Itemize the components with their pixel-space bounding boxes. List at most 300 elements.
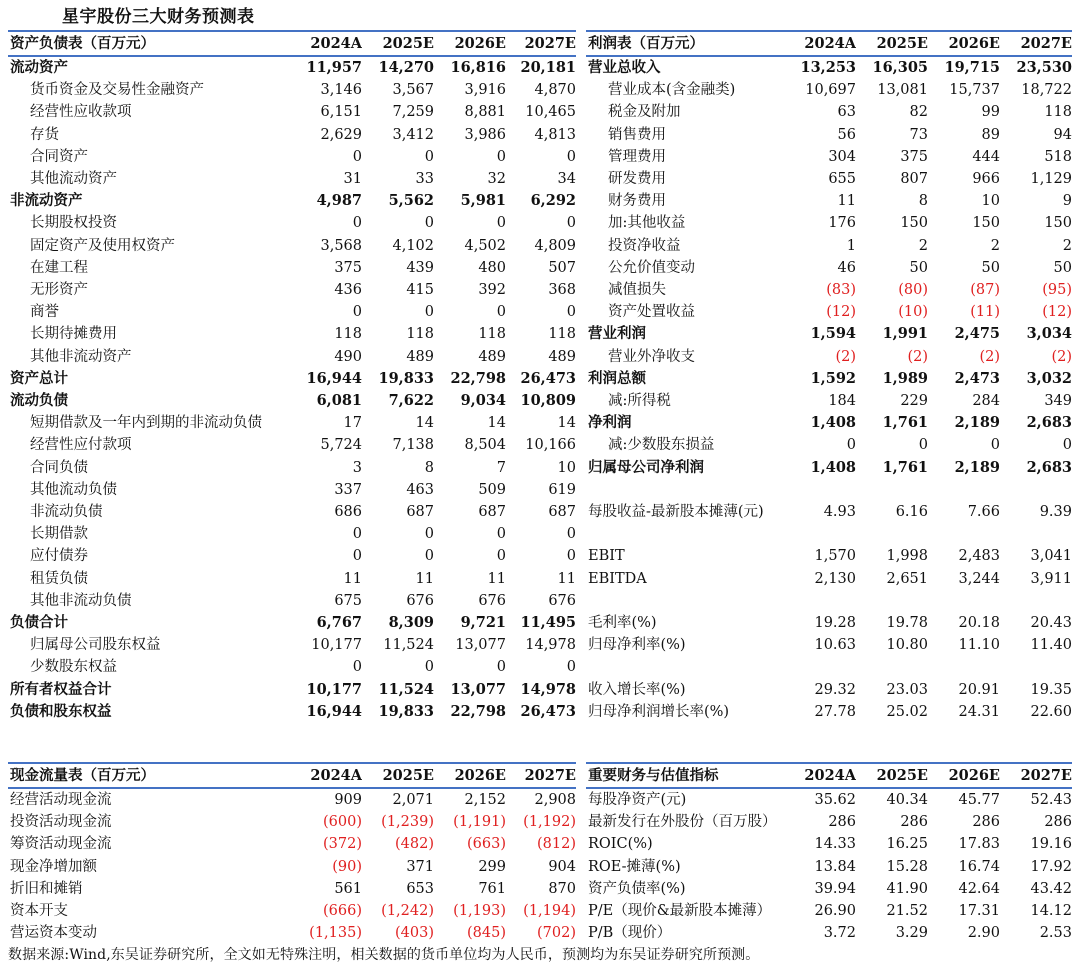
- cell-value: 42.64: [958, 880, 1000, 897]
- row-label: 其他非流动负债: [30, 592, 132, 609]
- cell-value: 0: [424, 548, 434, 565]
- table-row: [586, 856, 1072, 878]
- cell-value: 4,809: [534, 237, 576, 254]
- table-row: [586, 900, 1072, 922]
- year-header: 2026E: [928, 763, 1000, 788]
- cell-value: 94: [1053, 126, 1072, 143]
- cell-value: 3,568: [320, 237, 362, 254]
- cell-value: (1,135): [309, 925, 362, 942]
- cell-value: 29.32: [814, 681, 856, 698]
- row-label: ROE-摊薄(%): [588, 858, 681, 875]
- cell-value: (10): [898, 304, 928, 321]
- cell-value: (663): [467, 836, 506, 853]
- cell-value: 21.52: [886, 903, 928, 920]
- table-header-row: [586, 31, 1072, 56]
- row-label: 公允价值变动: [608, 259, 695, 276]
- row-label: [586, 479, 784, 501]
- cell-value: 23.03: [886, 681, 928, 698]
- table-row: [586, 368, 1072, 390]
- cell-value: [1000, 523, 1072, 545]
- year-header: 2027E: [506, 31, 576, 56]
- table-header-row: [586, 763, 1072, 788]
- year-header: 2027E: [1000, 763, 1072, 788]
- row-label: P/E（现价&最新股本摊薄）: [588, 903, 772, 920]
- cell-value: 676: [406, 592, 434, 609]
- row-label: 营运资本变动: [10, 925, 97, 942]
- row-label: 合同负债: [30, 459, 88, 476]
- row-label: 所有者权益合计: [10, 680, 112, 698]
- cell-value: 16,816: [450, 59, 506, 76]
- cell-value: (845): [467, 925, 506, 942]
- cell-value: 2,683: [1026, 458, 1072, 476]
- cell-value: 2,651: [886, 570, 928, 587]
- year-header: 2026E: [434, 31, 506, 56]
- cell-value: 45.77: [958, 792, 1000, 808]
- table-row: [586, 346, 1072, 368]
- cell-value: 13,253: [800, 59, 856, 76]
- table-row: [8, 788, 576, 811]
- cell-value: 2,908: [534, 792, 576, 808]
- cell-value: 16,944: [306, 369, 362, 387]
- table-row: [8, 656, 576, 678]
- cell-value: 1,592: [810, 369, 856, 387]
- cell-value: 2: [1062, 237, 1072, 254]
- cell-value: 909: [334, 792, 362, 808]
- table-header-label: 利润表（百万元）: [586, 31, 784, 56]
- cell-value: 7: [496, 459, 506, 476]
- table-row: [586, 257, 1072, 279]
- table-row: [8, 346, 576, 368]
- cell-value: 489: [548, 348, 576, 365]
- row-label: 短期借款及一年内到期的非流动负债: [30, 415, 262, 432]
- cell-value: 43.42: [1030, 880, 1072, 897]
- cell-value: [856, 479, 928, 501]
- table-row: [586, 168, 1072, 190]
- table-header-label: 现金流量表（百万元）: [8, 763, 290, 788]
- row-label: EBITDA: [588, 570, 647, 587]
- cell-value: 15,737: [949, 82, 1000, 99]
- cell-value: 286: [900, 814, 928, 831]
- cell-value: 3,041: [1030, 548, 1072, 565]
- cell-value: 3,412: [392, 126, 434, 143]
- cell-value: 3,567: [392, 82, 434, 99]
- cell-value: 11: [557, 570, 576, 587]
- balance-sheet-table: [8, 30, 576, 723]
- cell-value: 17.92: [1030, 858, 1072, 875]
- cell-value: 2,130: [814, 570, 856, 587]
- cell-value: 480: [478, 259, 506, 276]
- cell-value: 2,189: [954, 458, 1000, 476]
- table-header-label: 重要财务与估值指标: [586, 763, 784, 788]
- cell-value: 0: [352, 304, 362, 321]
- table-row: [8, 634, 576, 656]
- table-row: [586, 878, 1072, 900]
- table-row: [8, 856, 576, 878]
- row-label: 负债合计: [10, 614, 68, 632]
- cell-value: 27.78: [814, 703, 856, 720]
- row-label: 减:所得税: [608, 393, 671, 410]
- table-row: [8, 545, 576, 567]
- row-label: 负债和股东权益: [10, 702, 112, 720]
- row-label: 净利润: [588, 414, 632, 432]
- cell-value: 0: [424, 526, 434, 543]
- cell-value: 229: [900, 393, 928, 410]
- cell-value: 33: [415, 171, 434, 188]
- cell-value: 489: [478, 348, 506, 365]
- cell-value: (2): [979, 348, 1000, 365]
- row-label: 归属母公司股东权益: [30, 637, 161, 654]
- table-row: [8, 390, 576, 412]
- table-row: [8, 922, 576, 944]
- cell-value: 0: [918, 437, 928, 454]
- cell-value: 176: [828, 215, 856, 232]
- cell-value: 14: [415, 415, 434, 432]
- row-label: 非流动资产: [10, 192, 83, 210]
- row-label: 非流动负债: [30, 504, 103, 521]
- cell-value: 9,034: [460, 392, 506, 410]
- row-label: 投资净收益: [608, 237, 681, 254]
- table-row: [8, 168, 576, 190]
- table-row: [586, 679, 1072, 701]
- row-label: 流动负债: [10, 392, 68, 410]
- cell-value: 26,473: [520, 369, 576, 387]
- cell-value: 5,562: [388, 192, 434, 210]
- cell-value: 73: [909, 126, 928, 143]
- cell-value: 150: [972, 215, 1000, 232]
- valuation-table: [586, 762, 1072, 944]
- cell-value: 20.18: [958, 615, 1000, 632]
- cell-value: 22,798: [450, 702, 506, 720]
- cell-value: 2,475: [954, 325, 1000, 343]
- cell-value: 0: [352, 659, 362, 676]
- cell-value: 655: [828, 171, 856, 188]
- cell-value: 0: [566, 659, 576, 676]
- cell-value: 676: [478, 592, 506, 609]
- cell-value: 966: [972, 171, 1000, 188]
- cell-value: 1,989: [882, 369, 928, 387]
- row-label: 流动资产: [10, 59, 68, 76]
- cell-value: 13,077: [450, 680, 506, 698]
- cell-value: 9.39: [1039, 504, 1072, 521]
- cell-value: 10,465: [525, 104, 576, 121]
- cell-value: 9: [1062, 193, 1072, 210]
- cell-value: (666): [323, 903, 362, 920]
- table-row: [586, 212, 1072, 234]
- cell-value: 509: [478, 481, 506, 498]
- cell-value: (1,192): [523, 814, 576, 831]
- cell-value: 2.90: [967, 925, 1000, 942]
- cell-value: (372): [323, 836, 362, 853]
- cell-value: 56: [837, 126, 856, 143]
- row-label: 经营活动现金流: [10, 792, 112, 808]
- row-label: 减值损失: [608, 282, 666, 299]
- cell-value: 11.10: [958, 637, 1000, 654]
- cell-value: 11,495: [520, 614, 576, 632]
- cell-value: 0: [496, 548, 506, 565]
- cell-value: 118: [334, 326, 362, 343]
- row-label: 减:少数股东损益: [608, 437, 715, 454]
- cell-value: 11,957: [306, 59, 362, 76]
- cell-value: [928, 479, 1000, 501]
- cell-value: 1,594: [810, 325, 856, 343]
- cell-value: 0: [566, 215, 576, 232]
- row-label: 归母净利润增长率(%): [588, 703, 730, 720]
- cell-value: 0: [424, 148, 434, 165]
- cell-value: 1,991: [882, 325, 928, 343]
- cell-value: 50: [1053, 259, 1072, 276]
- cell-value: 15.28: [886, 858, 928, 875]
- cell-value: [784, 590, 856, 612]
- row-label: 少数股东权益: [30, 659, 117, 676]
- row-label: 其他非流动资产: [30, 348, 132, 365]
- cell-value: 284: [972, 393, 1000, 410]
- cell-value: 35.62: [814, 792, 856, 808]
- cell-value: 14,978: [525, 637, 576, 654]
- cell-value: 41.90: [886, 880, 928, 897]
- cell-value: 337: [334, 481, 362, 498]
- cell-value: 34: [557, 171, 576, 188]
- row-label: 其他流动负债: [30, 481, 117, 498]
- cell-value: 4,987: [316, 192, 362, 210]
- cell-value: 150: [900, 215, 928, 232]
- row-label: P/B（现价）: [588, 925, 672, 942]
- table-row: [8, 146, 576, 168]
- cell-value: 3,034: [1026, 325, 1072, 343]
- cell-value: 1,129: [1030, 171, 1072, 188]
- cell-value: 19.35: [1030, 681, 1072, 698]
- row-label: [586, 590, 784, 612]
- cell-value: 0: [566, 304, 576, 321]
- cell-value: 489: [406, 348, 434, 365]
- cell-value: 687: [548, 504, 576, 521]
- table-row: [586, 101, 1072, 123]
- cell-value: (11): [970, 304, 1000, 321]
- cell-value: 150: [1044, 215, 1072, 232]
- cell-value: 10,177: [311, 637, 362, 654]
- table-row: [8, 590, 576, 612]
- cell-value: 0: [352, 526, 362, 543]
- table-row: [586, 323, 1072, 345]
- cell-value: 286: [828, 814, 856, 831]
- table-row: [586, 612, 1072, 634]
- cell-value: 10,177: [306, 680, 362, 698]
- row-label: 经营性应收款项: [30, 104, 132, 121]
- cell-value: 118: [478, 326, 506, 343]
- cell-value: 20.43: [1030, 615, 1072, 632]
- cell-value: 26,473: [520, 702, 576, 720]
- table-row: [586, 501, 1072, 523]
- cell-value: (95): [1042, 282, 1072, 299]
- cell-value: [1000, 479, 1072, 501]
- cell-value: (2): [1051, 348, 1072, 365]
- row-label: 商誉: [30, 304, 59, 321]
- cell-value: [784, 479, 856, 501]
- cell-value: 375: [900, 148, 928, 165]
- cell-value: 11.40: [1030, 637, 1072, 654]
- cell-value: 0: [352, 215, 362, 232]
- cell-value: 619: [548, 481, 576, 498]
- cell-value: 1,570: [814, 548, 856, 565]
- row-label: 折旧和摊销: [10, 880, 83, 897]
- cell-value: (90): [332, 858, 362, 875]
- table-row: [586, 788, 1072, 811]
- table-header-row: [8, 763, 576, 788]
- cash-flow-table: [8, 762, 576, 944]
- cell-value: (1,191): [453, 814, 506, 831]
- cell-value: 807: [900, 171, 928, 188]
- cell-value: 561: [334, 880, 362, 897]
- row-label: 营业成本(含金融类): [608, 82, 736, 99]
- cell-value: 2,473: [954, 369, 1000, 387]
- cell-value: 0: [566, 526, 576, 543]
- cell-value: 13.84: [814, 858, 856, 875]
- cell-value: 1,761: [882, 414, 928, 432]
- table-row: [586, 235, 1072, 257]
- cell-value: (12): [826, 304, 856, 321]
- table-header-label: 资产负债表（百万元）: [8, 31, 290, 56]
- cell-value: 870: [548, 880, 576, 897]
- row-label: 销售费用: [608, 126, 666, 143]
- table-row: [586, 656, 1072, 678]
- cell-value: 10.63: [814, 637, 856, 654]
- cell-value: 3,986: [464, 126, 506, 143]
- cell-value: 4,813: [534, 126, 576, 143]
- table-row: [586, 79, 1072, 101]
- row-label: [586, 656, 784, 678]
- cell-value: 20,181: [520, 59, 576, 76]
- cell-value: 0: [496, 526, 506, 543]
- row-label: 收入增长率(%): [588, 681, 686, 698]
- cell-value: 904: [548, 858, 576, 875]
- cell-value: 2.53: [1039, 925, 1072, 942]
- table-row: [586, 412, 1072, 434]
- cell-value: 10: [981, 193, 1000, 210]
- table-row: [586, 545, 1072, 567]
- cell-value: 17.83: [958, 836, 1000, 853]
- cell-value: (403): [395, 925, 434, 942]
- income-statement-table: [586, 30, 1072, 723]
- cell-value: 1,408: [810, 414, 856, 432]
- cell-value: 2,152: [464, 792, 506, 808]
- year-header: 2025E: [856, 31, 928, 56]
- cell-value: 687: [406, 504, 434, 521]
- cell-value: (1,193): [453, 903, 506, 920]
- table-row: [8, 523, 576, 545]
- cell-value: 14: [557, 415, 576, 432]
- cell-value: (702): [537, 925, 576, 942]
- cell-value: 22,798: [450, 369, 506, 387]
- row-label: EBIT: [588, 548, 625, 565]
- year-header: 2027E: [1000, 31, 1072, 56]
- cell-value: 7,138: [392, 437, 434, 454]
- cell-value: [928, 590, 1000, 612]
- year-header: 2025E: [362, 763, 434, 788]
- cell-value: 13,081: [877, 82, 928, 99]
- table-row: [586, 56, 1072, 79]
- cell-value: 8: [918, 193, 928, 210]
- cell-value: [1000, 590, 1072, 612]
- cell-value: (1,239): [381, 814, 434, 831]
- cell-value: 39.94: [814, 880, 856, 897]
- table-row: [586, 457, 1072, 479]
- cell-value: (12): [1042, 304, 1072, 321]
- cell-value: 14: [487, 415, 506, 432]
- cell-value: 8: [424, 459, 434, 476]
- cell-value: 0: [424, 304, 434, 321]
- cell-value: 7,622: [388, 392, 434, 410]
- cell-value: 2,071: [392, 792, 434, 808]
- row-label: 其他流动资产: [30, 171, 117, 188]
- cell-value: 10.80: [886, 637, 928, 654]
- cell-value: 349: [1044, 393, 1072, 410]
- cell-value: 10,809: [520, 392, 576, 410]
- cell-value: 118: [548, 326, 576, 343]
- table-row: [8, 323, 576, 345]
- cell-value: 0: [496, 659, 506, 676]
- cell-value: 89: [981, 126, 1000, 143]
- cell-value: 6,081: [316, 392, 362, 410]
- cell-value: 17.31: [958, 903, 1000, 920]
- row-label: 利润总额: [588, 369, 646, 387]
- cell-value: 6.16: [895, 504, 928, 521]
- cell-value: 14.12: [1030, 903, 1072, 920]
- cell-value: 17: [343, 415, 362, 432]
- cell-value: 2,683: [1026, 414, 1072, 432]
- table-row: [586, 833, 1072, 855]
- cell-value: 436: [334, 282, 362, 299]
- table-row: [586, 279, 1072, 301]
- cell-value: 463: [406, 481, 434, 498]
- cell-value: 9,721: [460, 614, 506, 632]
- row-label: 资产负债率(%): [588, 880, 686, 897]
- cell-value: 19.78: [886, 615, 928, 632]
- row-label: 货币资金及交易性金融资产: [30, 82, 204, 99]
- cell-value: 14,978: [520, 680, 576, 698]
- cell-value: 3.72: [823, 925, 856, 942]
- table-row: [586, 301, 1072, 323]
- cell-value: (87): [970, 282, 1000, 299]
- row-label: 每股收益-最新股本摊薄(元): [588, 504, 764, 521]
- year-header: 2024A: [290, 31, 362, 56]
- table-row: [586, 390, 1072, 412]
- cell-value: [784, 656, 856, 678]
- cell-value: 3,911: [1030, 570, 1072, 587]
- table-row: [8, 190, 576, 212]
- row-label: 筹资活动现金流: [10, 836, 112, 853]
- cell-value: 16,944: [306, 702, 362, 720]
- cell-value: 5,981: [460, 192, 506, 210]
- year-header: 2027E: [506, 763, 576, 788]
- cell-value: [856, 656, 928, 678]
- cell-value: 31: [343, 171, 362, 188]
- cell-value: 2,189: [954, 414, 1000, 432]
- cell-value: 0: [566, 548, 576, 565]
- cell-value: 1,761: [882, 458, 928, 476]
- row-label: 存货: [30, 126, 59, 143]
- year-header: 2025E: [362, 31, 434, 56]
- row-label: 毛利率(%): [588, 615, 657, 632]
- table-row: [8, 56, 576, 79]
- cell-value: 11: [487, 570, 506, 587]
- table-row: [8, 434, 576, 456]
- cell-value: 46: [837, 259, 856, 276]
- row-label: 最新发行在外股份（百万股）: [588, 814, 777, 831]
- row-label: 固定资产及使用权资产: [30, 237, 175, 254]
- table-row: [586, 568, 1072, 590]
- row-label: 财务费用: [608, 193, 666, 210]
- row-label: ROIC(%): [588, 836, 653, 853]
- cell-value: 0: [1062, 437, 1072, 454]
